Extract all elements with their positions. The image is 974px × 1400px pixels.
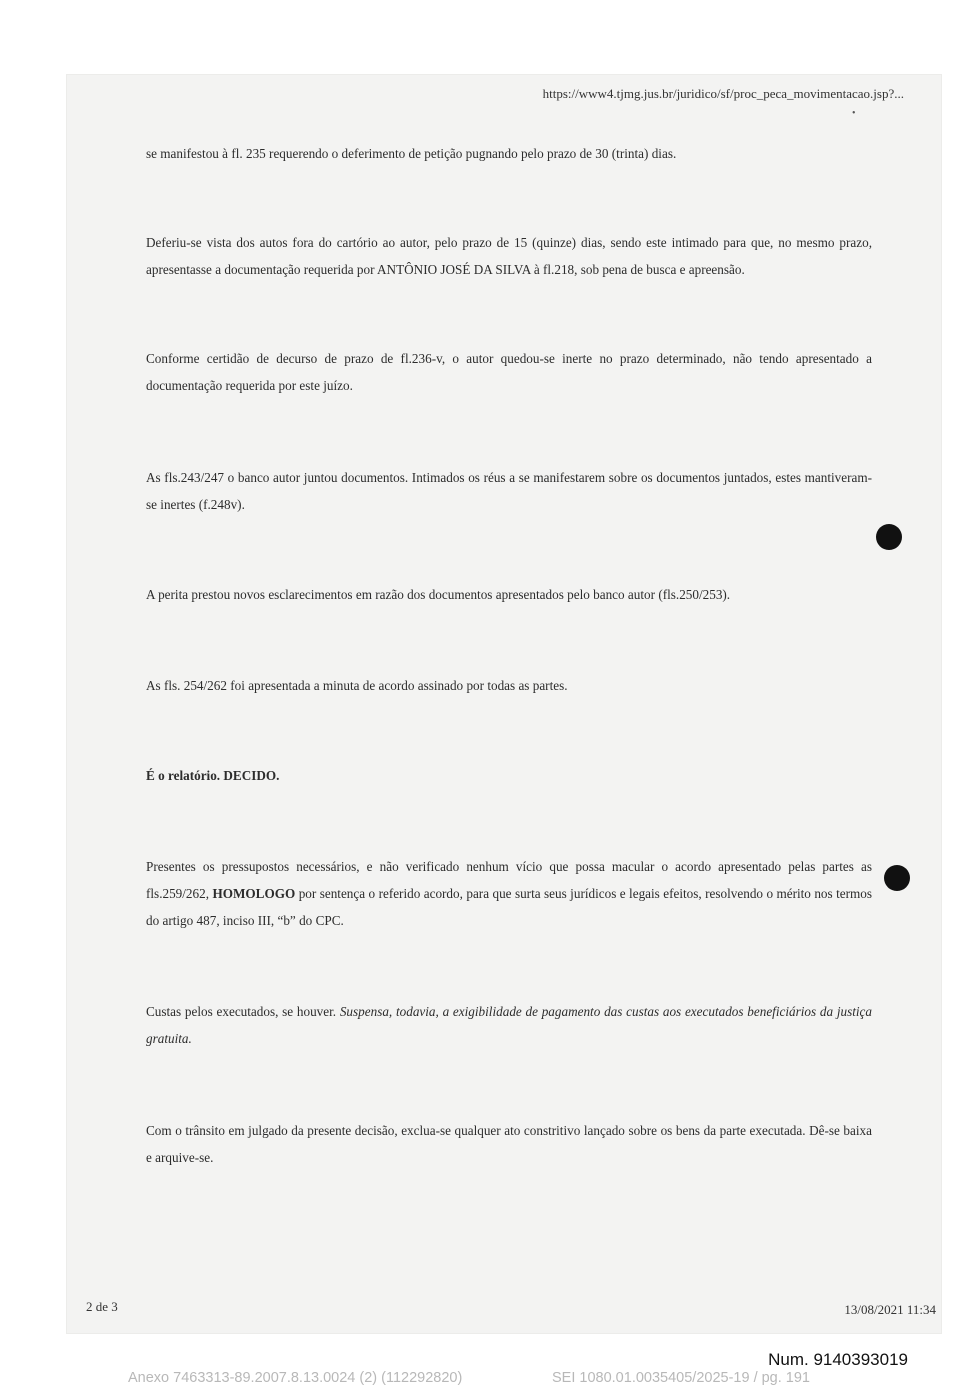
costs-suspension-text: Suspensa, todavia, a exigibilidade de pagamento das custas aos executados beneficiários da justiça gratuita. — [146, 1004, 872, 1046]
costs-text: Custas pelos executados, se houver. — [146, 1004, 340, 1019]
paragraph-3: Conforme certidão de decurso de prazo de fl.236-v, o autor quedou-se inerte no prazo determinado, não tendo apresentado a documentação requerida por este juízo. — [146, 351, 872, 393]
annex-reference: Anexo 7463313-89.2007.8.13.0024 (2) (112292820) — [128, 1370, 463, 1386]
decision-heading: É o relatório. DECIDO. — [146, 768, 280, 783]
document-number: Num. 9140393019 — [768, 1350, 908, 1369]
paragraph-1: se manifestou à fl. 235 requerendo o deferimento de petição pugnando pelo prazo de 30 (trinta) dias. — [146, 146, 677, 161]
paragraph-2: Deferiu-se vista dos autos fora do cartório ao autor, pelo prazo de 15 (quinze) dias, sendo este intimado para que, no mesmo prazo, apresentasse a documentação requerida por ANTÔNIO JOSÉ DA SILVA à fl.218, sob pena de busca e apreensão. — [146, 235, 872, 277]
sei-reference: SEI 1080.01.0035405/2025-19 / pg. 191 — [552, 1370, 810, 1386]
homologation-text-c: por sentença o referido acordo, para que surta seus jurídicos e legais efeitos, resolvendo o mérito nos termos do artigo 487, inciso III, “b” do CPC. — [146, 886, 872, 928]
punch-hole-mark — [884, 865, 910, 891]
paragraph-homologation — [146, 853, 872, 934]
homologation-text-a: Presentes os pressupostos necessários, e não verificado nenhum vício que possa macular o acordo apresentado pelas partes as fls.259/262, — [146, 859, 872, 901]
homologo-keyword: HOMOLOGO — [212, 886, 296, 901]
punch-hole-mark — [876, 524, 902, 550]
print-datetime: 13/08/2021 11:34 — [844, 1302, 936, 1317]
scanned-page — [66, 74, 942, 1334]
scan-speck: • — [852, 108, 856, 119]
paragraph-6: As fls. 254/262 foi apresentada a minuta de acordo assinado por todas as partes. — [146, 678, 568, 693]
paragraph-costs — [146, 998, 872, 1052]
paragraph-final: Com o trânsito em julgado da presente decisão, exclua-se qualquer ato constritivo lançado sobre os bens da parte executada. Dê-se baixa e arquive-se. — [146, 1123, 872, 1165]
paragraph-5: A perita prestou novos esclarecimentos em razão dos documentos apresentados pelo banco autor (fls.250/253). — [146, 587, 731, 602]
page-count: 2 de 3 — [86, 1299, 118, 1314]
header-url: https://www4.tjmg.jus.br/juridico/sf/proc_peca_movimentacao.jsp?... — [542, 86, 904, 101]
paragraph-4: As fls.243/247 o banco autor juntou documentos. Intimados os réus a se manifestarem sobre os documentos juntados, estes mantiveram-se inertes (f.248v). — [146, 470, 872, 512]
